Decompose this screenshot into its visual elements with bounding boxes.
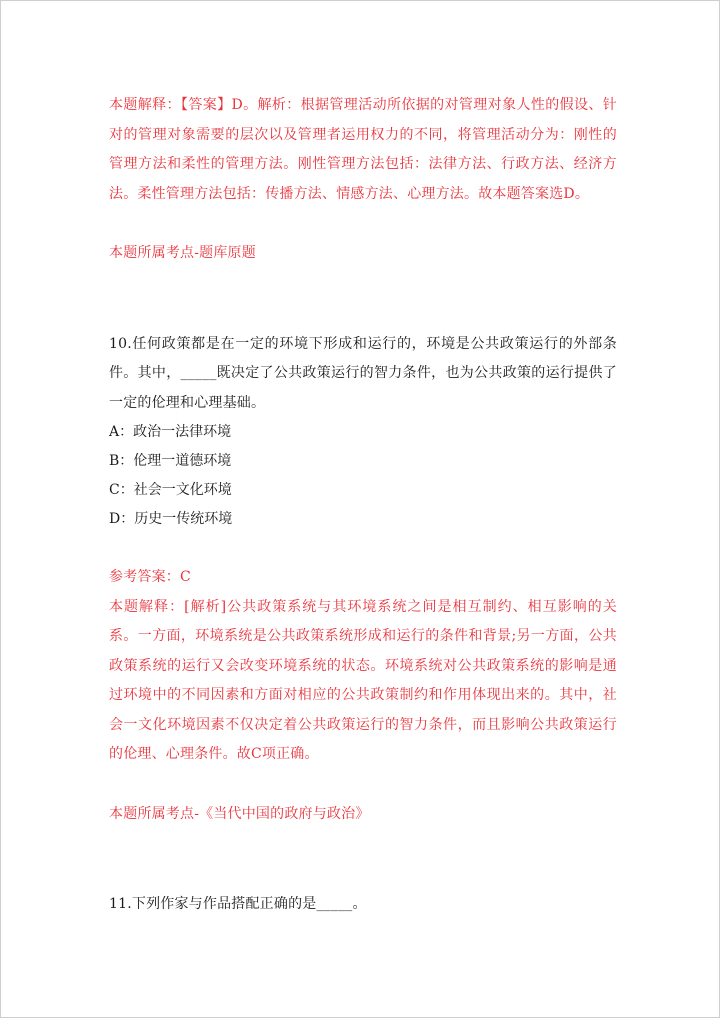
spacer [109, 829, 617, 890]
q10-topic: 本题所属考点-《当代中国的政府与政治》 [109, 805, 370, 822]
q10-answer: 参考答案：C [109, 569, 191, 585]
spacer [109, 269, 617, 330]
spacer [109, 770, 617, 800]
q11-stem: 11.下列作家与作品搭配正确的是_____。 [109, 896, 367, 912]
q10-explanation: 本题解释：[解析]公共政策系统与其环境系统之间是相互制约、相互影响的关系。一方面，环境系统是公共政策系统形成和运行的条件和背景;另一方面，公共政策系统的运行又会改变环境系统的状态。环境系统对公共政策系统的影响是通过环境中的不同因素和方面对相应的公共政策制约和作用体现出来的。其中，社会一文化环境因素不仅决定着公共政策运行的智力条件，而且影响公共政策运行的伦理、心理条件。故C项正确。 [109, 598, 617, 762]
q10-option-d: D：历史一传统环境 [109, 511, 233, 527]
spacer [109, 534, 617, 563]
spacer [109, 209, 617, 239]
page-content [109, 91, 617, 920]
q9-topic: 本题所属考点-题库原题 [109, 245, 256, 261]
q10-option-c: C：社会一文化环境 [109, 482, 232, 498]
q10-stem: 10.任何政策都是在一定的环境下形成和运行的，环境是公共政策运行的外部条件。其中，_____既决定了公共政策运行的智力条件，也为公共政策的运行提供了一定的伦理和心理基础。 [109, 335, 617, 411]
q10-option-a: A：政治一法律环境 [109, 424, 232, 440]
q10-option-b: B：伦理一道德环境 [109, 453, 232, 469]
q9-explanation: 本题解释：【答案】D。解析：根据管理活动所依据的对管理对象人性的假设、针对的管理对象需要的层次以及管理者运用权力的不同，将管理活动分为：刚性的管理方法和柔性的管理方法。刚性管理方法包括：法律方法、行政方法、经济方法。柔性管理方法包括：传播方法、情感方法、心理方法。故本题答案选D。 [109, 97, 617, 202]
